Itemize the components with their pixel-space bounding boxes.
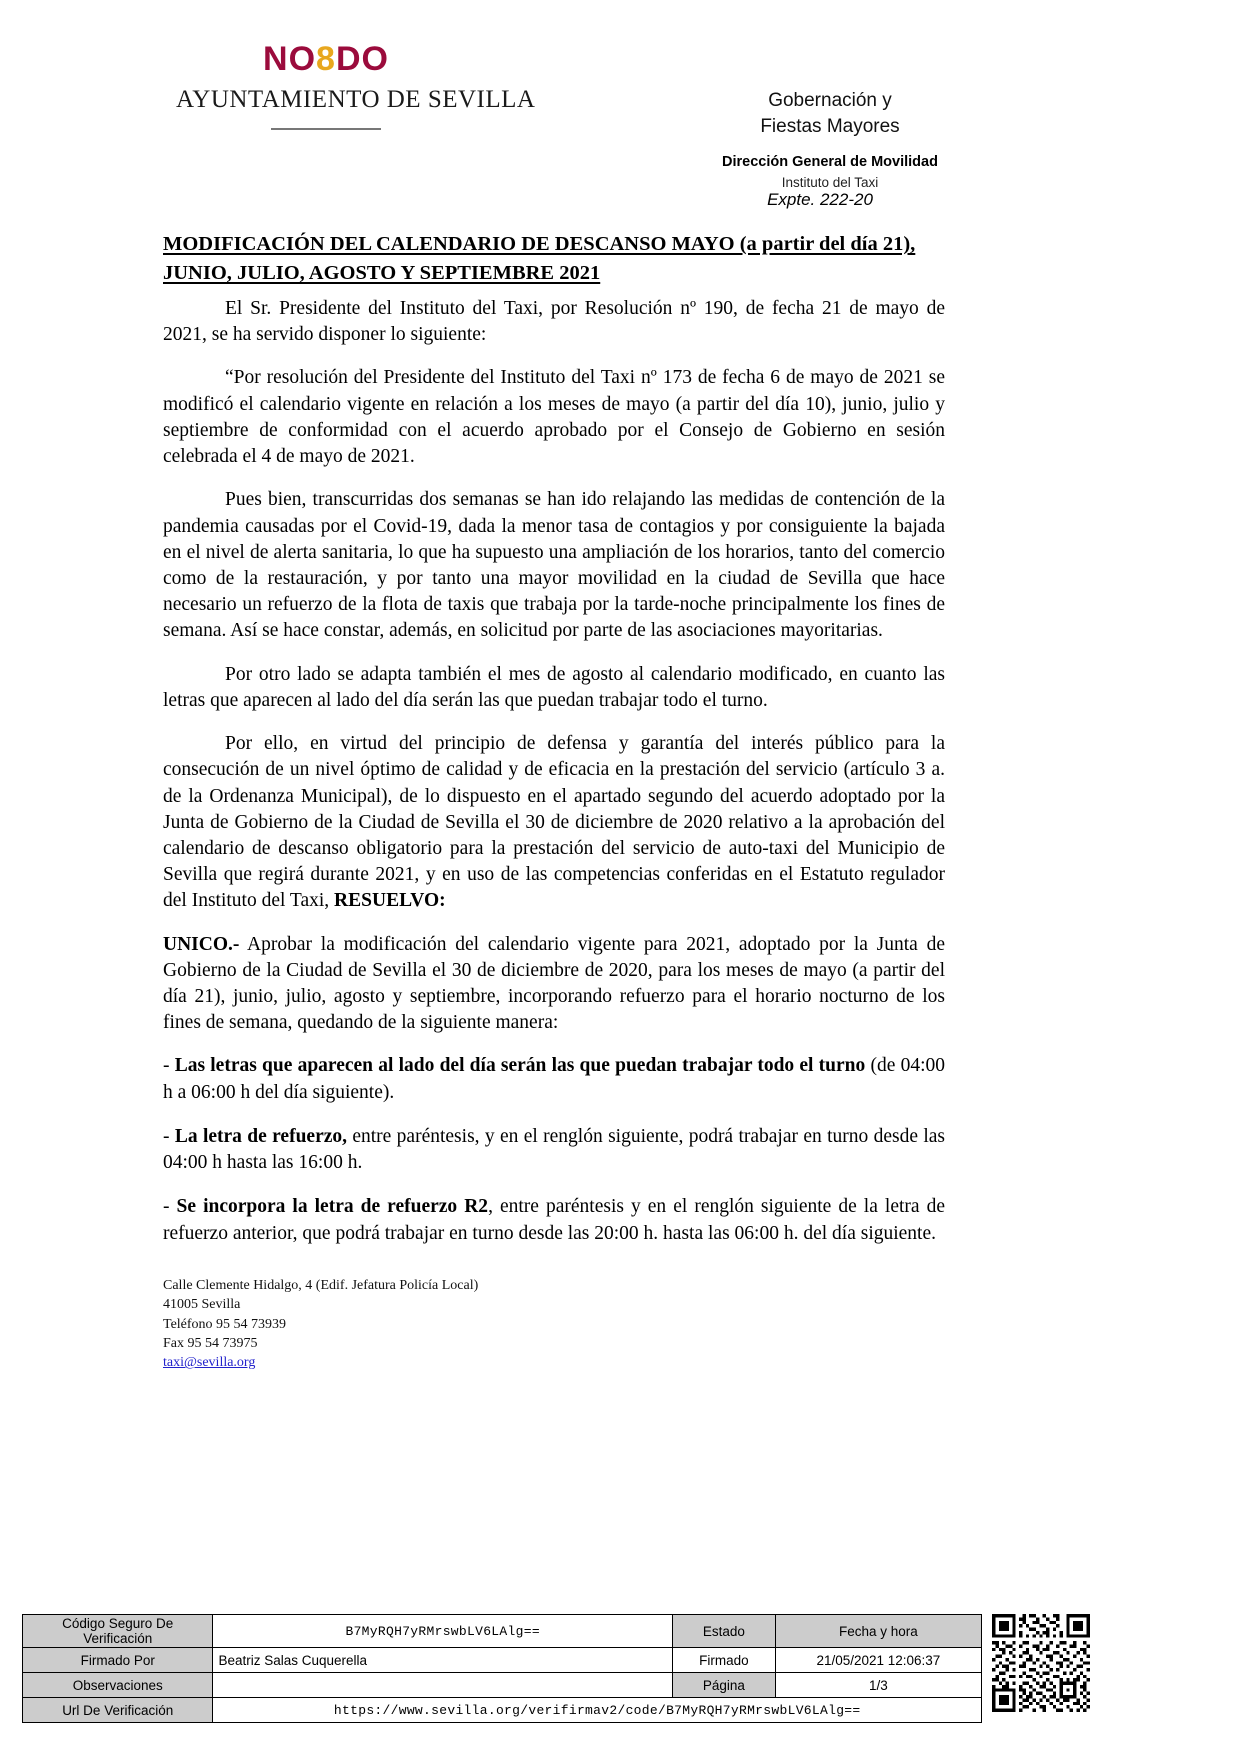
value-estado: Firmado bbox=[672, 1648, 775, 1673]
address-fax: Fax 95 54 73975 bbox=[163, 1335, 258, 1351]
page-title-line-1: MODIFICACIÓN DEL CALENDARIO DE DESCANSO MAYO (a partir del día 21), bbox=[163, 233, 916, 255]
paragraph-5-text: Por ello, en virtud del principio de defensa y garantía del interés público para la consecución de un nivel óptimo de calidad y de eficacia en la prestación del servicio (artículo 3 a. de la Ordenanza Municipal), de lo dispuesto en el apartado segundo del acuerdo adoptado por la Junta de Gobierno de la Ciudad de Sevilla el 30 de diciembre de 2020 relativo a la aprobación del calendario de descanso obligatorio para la prestación del servicio de auto-taxi del Municipio de Sevilla que regirá durante 2021, y en uso de las competencias conferidas en el Estatuto regulador del Instituto del Taxi, bbox=[163, 733, 945, 912]
value-pagina: 1/3 bbox=[775, 1673, 981, 1698]
paragraph-5 bbox=[163, 731, 945, 915]
nosdo-suffix: DO bbox=[335, 40, 389, 78]
document-body bbox=[163, 296, 945, 1265]
address-city: 41005 Sevilla bbox=[163, 1297, 241, 1313]
bullet-3-bold: Se incorpora la letra de refuerzo R2 bbox=[176, 1196, 489, 1218]
page-title-line-2: JUNIO, JULIO, AGOSTO Y SEPTIEMBRE 2021 bbox=[163, 262, 601, 285]
ayuntamiento-logo bbox=[176, 40, 536, 130]
footer-address-block bbox=[163, 1276, 478, 1373]
department-line-1: Gobernación y bbox=[768, 90, 892, 111]
subdepartment-title: Dirección General de Movilidad bbox=[722, 154, 938, 170]
label-pagina: Página bbox=[672, 1673, 775, 1698]
bullet-2-bold: La letra de refuerzo, bbox=[174, 1125, 348, 1147]
table-row-observaciones bbox=[23, 1673, 982, 1698]
document-header bbox=[0, 0, 1240, 225]
bullet-3-rest: , entre paréntesis y en el renglón siguiente de la letra de refuerzo anterior, que podrá trabajar en turno desde las 20:00 h. hasta las 06:00 h. del día siguiente. bbox=[163, 1196, 945, 1244]
paragraph-unico bbox=[163, 932, 945, 1037]
label-url-verificacion: Url De Verificación bbox=[23, 1698, 213, 1723]
institution-name: AYUNTAMIENTO DE SEVILLA bbox=[176, 86, 536, 113]
bullet-1 bbox=[163, 1053, 945, 1105]
unico-text: Aprobar la modificación del calendario vigente para 2021, adoptado por la Junta de Gobierno de la Ciudad de Sevilla el 30 de diciembre de 2020, para los meses de mayo (a partir del día 21), junio, julio, agosto y septiembre, incorporando refuerzo para el horario nocturno de los fines de semana, quedando de la siguiente manera: bbox=[163, 933, 945, 1034]
subdepartment-block bbox=[660, 152, 1000, 193]
department-block bbox=[660, 88, 1000, 139]
table-row-url bbox=[23, 1698, 982, 1723]
bullet-2 bbox=[163, 1124, 945, 1176]
value-url-verificacion[interactable]: https://www.sevilla.org/verifirmav2/code/B7MyRQH7yRMrswbLV6LAlg== bbox=[213, 1698, 982, 1723]
bullet-2-dash: - bbox=[163, 1125, 175, 1147]
qr-code bbox=[992, 1614, 1090, 1712]
nosdo-logo-text bbox=[176, 42, 476, 76]
logo-divider bbox=[271, 128, 381, 130]
paragraph-1: El Sr. Presidente del Instituto del Taxi, por Resolución nº 190, de fecha 21 de mayo de 2021, se ha servido disponer lo siguiente: bbox=[163, 298, 945, 346]
qr-code-image bbox=[992, 1614, 1090, 1712]
label-observaciones: Observaciones bbox=[23, 1673, 213, 1698]
department-line-2: Fiestas Mayores bbox=[760, 115, 900, 137]
resuelvo-keyword: RESUELVO: bbox=[334, 890, 446, 912]
bullet-3 bbox=[163, 1194, 945, 1246]
paragraph-4: Por otro lado se adapta también el mes de agosto al calendario modificado, en cuanto las letras que aparecen al lado del día serán las que puedan trabajar todo el turno. bbox=[163, 663, 945, 711]
bullet-3-dash: - bbox=[163, 1196, 177, 1218]
subdepartment-subtitle: Instituto del Taxi bbox=[781, 175, 879, 191]
table-row-firmado bbox=[23, 1648, 982, 1673]
page-title bbox=[163, 230, 943, 288]
nosdo-prefix: NO bbox=[263, 40, 317, 78]
paragraph-2: “Por resolución del Presidente del Instituto del Taxi nº 173 de fecha 6 de mayo de 2021 se modificó el calendario vigente en relación a los meses de mayo (a partir del día 10), junio, julio y septiembre de conformidad con el acuerdo aprobado por el Consejo de Gobierno en sesión celebrada el 4 de mayo de 2021. bbox=[163, 367, 945, 468]
label-firmado-por: Firmado Por bbox=[23, 1648, 213, 1673]
value-csv: B7MyRQH7yRMrswbLV6LAlg== bbox=[213, 1615, 673, 1648]
expediente-number: Expte. 222-20 bbox=[767, 190, 873, 209]
value-fecha-hora: 21/05/2021 12:06:37 bbox=[775, 1648, 981, 1673]
paragraph-3: Pues bien, transcurridas dos semanas se han ido relajando las medidas de contención de la pandemia causadas por el Covid-19, dada la menor tasa de contagios y por consiguiente la bajada en el nivel de alerta sanitaria, lo que ha supuesto una ampliación de los horarios, tanto del comercio como de la restauración, y por tanto una mayor movilidad en la ciudad de Sevilla que hace necesario un refuerzo de la flota de taxis que trabaja por la tarde-noche principalmente los fines de semana. Así se hace constar, además, en solicitud por parte de las asociaciones mayoritarias. bbox=[163, 489, 945, 642]
bullet-2-rest: entre paréntesis, y en el renglón siguiente, podrá trabajar en turno desde las 04:00 h hasta las 16:00 h. bbox=[163, 1125, 945, 1174]
bullet-1-bold: Las letras que aparecen al lado del día serán las que puedan trabajar todo el turno bbox=[174, 1055, 866, 1077]
label-csv: Código Seguro De Verificación bbox=[23, 1615, 213, 1648]
address-email-link[interactable]: taxi@sevilla.org bbox=[163, 1355, 256, 1371]
value-firmado-por: Beatriz Salas Cuquerella bbox=[213, 1648, 673, 1673]
value-observaciones bbox=[213, 1673, 673, 1698]
nosdo-knot-icon: 8 bbox=[316, 40, 336, 78]
table-row-csv bbox=[23, 1615, 982, 1648]
bullet-1-dash: - bbox=[163, 1055, 175, 1077]
unico-keyword: UNICO.- bbox=[163, 933, 240, 955]
label-estado: Estado bbox=[672, 1615, 775, 1648]
label-fecha-hora: Fecha y hora bbox=[775, 1615, 981, 1648]
bullet-1-rest: (de 04:00 h a 06:00 h del día siguiente). bbox=[163, 1055, 945, 1103]
address-street: Calle Clemente Hidalgo, 4 (Edif. Jefatura Policía Local) bbox=[163, 1278, 479, 1293]
address-phone: Teléfono 95 54 73939 bbox=[163, 1316, 287, 1332]
verification-table bbox=[22, 1614, 982, 1723]
